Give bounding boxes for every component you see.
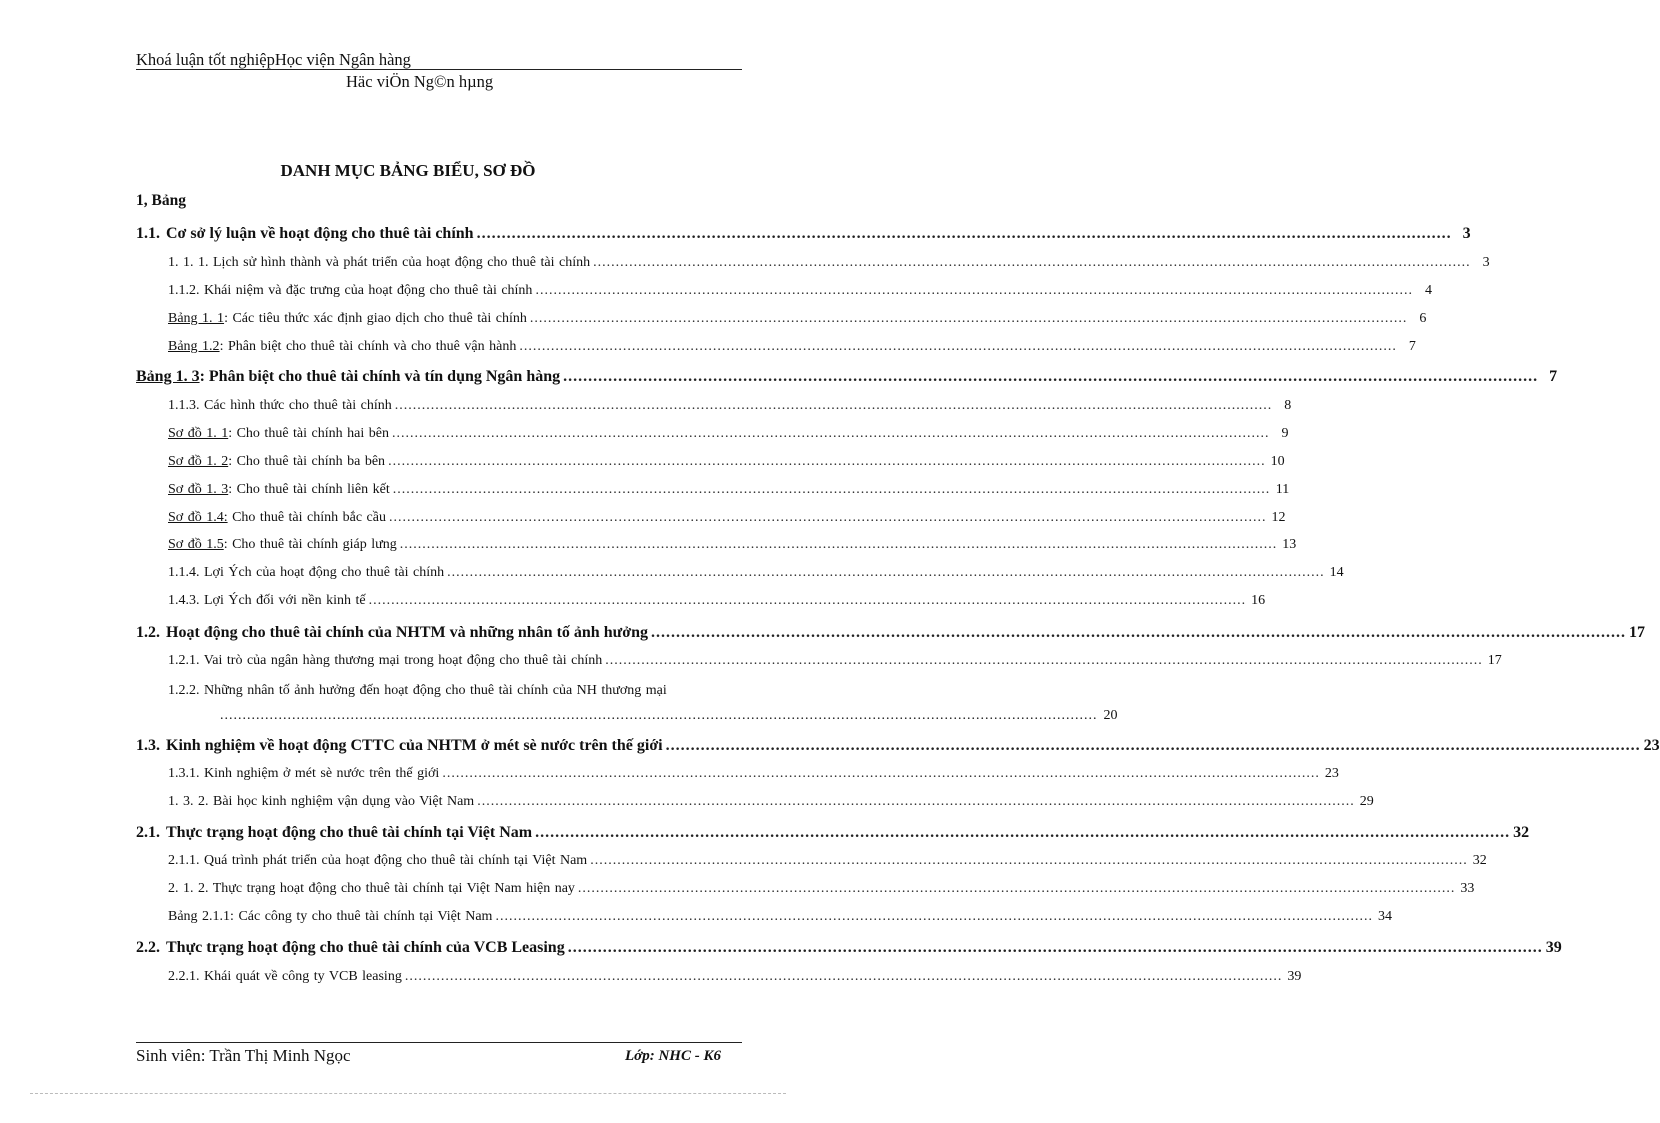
toc-leader: ...................................................................................................................................................................................................: [447, 565, 1325, 580]
toc-label: Bảng 2.1.1: Các công ty cho thuê tài chính tại Việt Nam: [168, 909, 493, 924]
toc-page: 8: [1284, 398, 1292, 413]
toc-page: 9: [1281, 426, 1289, 441]
toc-entry-table[interactable]: [168, 339, 1416, 355]
toc-label: 2.1.1. Quá trình phát triển của hoạt động cho thuê tài chính tại Việt Nam: [168, 853, 588, 868]
toc-leader: ...................................................................................................................................................................................................: [477, 794, 1355, 809]
toc-label: Cơ sở lý luận về hoạt động cho thuê tài chính: [166, 225, 474, 242]
toc-entry[interactable]: [168, 593, 1266, 609]
toc-entry-table[interactable]: [168, 311, 1427, 327]
toc-page: 11: [1275, 482, 1290, 497]
toc-number: 1.1.: [136, 225, 160, 242]
toc-leader: ...................................................................................................................................................................................................: [590, 853, 1468, 868]
toc-page: 23: [1324, 766, 1339, 781]
toc-leader: ...................................................................................................................................................................................................: [368, 593, 1247, 608]
table-ref: Bảng 1. 1: [168, 311, 225, 326]
toc-entry-1-2[interactable]: [136, 624, 1645, 642]
toc-label: Hoạt động cho thuê tài chính của NHTM và những nhân tố ảnh hưởng: [166, 624, 648, 641]
toc-entry-1-1[interactable]: [136, 225, 1471, 243]
toc-entry[interactable]: [168, 794, 1374, 810]
toc-page: 32: [1513, 824, 1530, 841]
diagram-ref: Sơ đồ 1. 3: [168, 482, 229, 497]
toc-page: 7: [1408, 339, 1416, 354]
toc-entry[interactable]: [168, 881, 1475, 897]
toc-entry-diagram[interactable]: [168, 426, 1289, 442]
toc-page: 23: [1643, 737, 1660, 754]
header-subtitle: Häc viÖn Ng©n hµng: [346, 72, 494, 91]
toc-label: 1.2.1. Vai trò của ngân hàng thương mại trong hoạt động cho thuê tài chính: [168, 653, 603, 668]
toc-leader: ...................................................................................................................................................................................................: [394, 398, 1273, 413]
toc-label: : Cho thuê tài chính ba bên: [228, 454, 386, 469]
toc-entry-diagram[interactable]: [168, 537, 1297, 553]
table-ref: Bảng 1.2: [168, 339, 220, 354]
header-title: Khoá luận tốt nghiệpHọc viện Ngân hàng: [136, 50, 411, 69]
toc-entry[interactable]: [168, 653, 1502, 669]
toc-page: 39: [1545, 939, 1562, 956]
toc-leader: ...................................................................................................................................................................................................: [519, 339, 1397, 354]
toc-leader: ...................................................................................................................................................................................................: [476, 225, 1452, 242]
toc-page: 16: [1251, 593, 1266, 608]
toc-leader: ...................................................................................................................................................................................................: [220, 708, 1098, 723]
toc-page: 20: [1103, 708, 1118, 723]
toc-number: 1.2.: [136, 624, 160, 641]
toc-label: Kinh nghiệm về hoạt động CTTC của NHTM ở mét sè nước trên thế giới: [166, 737, 663, 754]
toc-leader: ...................................................................................................................................................................................................: [535, 824, 1511, 841]
toc-entry[interactable]: [168, 909, 1392, 925]
toc-page: 3: [1482, 255, 1490, 270]
toc-number: 2.1.: [136, 824, 160, 841]
toc-label: 2. 1. 2. Thực trạng hoạt động cho thuê tài chính tại Việt Nam hiện nay: [168, 881, 575, 896]
toc-entry[interactable]: [168, 969, 1302, 985]
toc-page: 10: [1270, 454, 1285, 469]
toc-leader: ...................................................................................................................................................................................................: [593, 255, 1471, 270]
toc-entry-table-bold[interactable]: [136, 368, 1558, 386]
toc-leader: ...................................................................................................................................................................................................: [650, 624, 1626, 641]
toc-label: 1.4.3. Lợi Ých đối với nền kinh tế: [168, 593, 366, 608]
toc-entry[interactable]: [168, 766, 1339, 782]
toc-leader: ...................................................................................................................................................................................................: [389, 510, 1267, 525]
toc-entry-diagram[interactable]: [168, 510, 1286, 526]
toc-entry[interactable]: [168, 565, 1344, 581]
footer-student: Sinh viên: Trần Thị Minh Ngọc: [136, 1046, 351, 1065]
page-title: DANH MỤC BẢNG BIỂU, SƠ ĐỒ: [280, 161, 536, 180]
toc-label: 1.1.2. Khái niệm và đặc trưng của hoạt động cho thuê tài chính: [168, 283, 533, 298]
toc-label: 1.1.4. Lợi Ých của hoạt động cho thuê tài chính: [168, 565, 445, 580]
toc-label: 1.3.1. Kinh nghiệm ở mét sè nước trên thế giới: [168, 766, 440, 781]
toc-entry-diagram[interactable]: [168, 482, 1290, 498]
toc-entry[interactable]: [168, 398, 1292, 414]
toc-label: Cho thuê tài chính bắc cầu: [227, 510, 386, 525]
toc-label: : Cho thuê tài chính giáp lưng: [223, 537, 397, 552]
footer-class: Lớp: NHC - K6: [625, 1048, 721, 1064]
toc-page: 17: [1628, 624, 1645, 641]
toc-entry[interactable]: [168, 283, 1432, 299]
toc-entry-2-1[interactable]: [136, 824, 1530, 842]
toc-label: 1. 3. 2. Bài học kinh nghiệm vận dụng vào Việt Nam: [168, 794, 475, 809]
toc-leader: ...................................................................................................................................................................................................: [399, 537, 1278, 552]
toc-leader: ...................................................................................................................................................................................................: [577, 881, 1456, 896]
diagram-ref: Sơ đồ 1. 1: [168, 426, 229, 441]
toc-leader: ...................................................................................................................................................................................................: [665, 737, 1641, 754]
toc-page: 6: [1419, 311, 1427, 326]
toc-entry-diagram[interactable]: [168, 454, 1285, 470]
toc-label: : Phân biệt cho thuê tài chính và cho thuê vận hành: [219, 339, 517, 354]
toc-label: Thực trạng hoạt động cho thuê tài chính của VCB Leasing: [166, 939, 565, 956]
toc-leader: ...................................................................................................................................................................................................: [442, 766, 1320, 781]
toc-label: 1.1.3. Các hình thức cho thuê tài chính: [168, 398, 392, 413]
toc-leader: ...................................................................................................................................................................................................: [535, 283, 1413, 298]
toc-entry-1-3[interactable]: [136, 737, 1660, 755]
toc-label: 1. 1. 1. Lịch sử hình thành và phát triển của hoạt động cho thuê tài chính: [168, 255, 591, 270]
toc-number: 2.2.: [136, 939, 160, 956]
diagram-ref: Sơ đồ 1.5: [168, 537, 224, 552]
toc-leader: ...................................................................................................................................................................................................: [563, 368, 1539, 385]
toc-label: : Các tiêu thức xác định giao dịch cho thuê tài chính: [224, 311, 527, 326]
toc-entry[interactable]: [168, 853, 1487, 869]
toc-entry-wrapped-line[interactable]: [220, 708, 1118, 724]
toc-page: 3: [1462, 225, 1471, 242]
toc-leader: ...................................................................................................................................................................................................: [529, 311, 1408, 326]
toc-entry-2-2[interactable]: [136, 939, 1562, 957]
toc-leader: ...................................................................................................................................................................................................: [567, 939, 1543, 956]
footer-rule: [136, 1042, 742, 1043]
toc-page: 12: [1271, 510, 1286, 525]
section-label: 1, Bảng: [136, 192, 186, 209]
toc-entry[interactable]: [168, 255, 1490, 271]
toc-leader: ...................................................................................................................................................................................................: [404, 969, 1283, 984]
toc-label: : Cho thuê tài chính liên kết: [228, 482, 390, 497]
table-ref: Bảng 1. 3: [136, 368, 200, 385]
toc-page: 4: [1424, 283, 1432, 298]
toc-label: Thực trạng hoạt động cho thuê tài chính tại Việt Nam: [166, 824, 533, 841]
toc-page: 14: [1329, 565, 1344, 580]
toc-page: 7: [1549, 368, 1558, 385]
toc-page: 34: [1377, 909, 1392, 924]
toc-label: : Phân biệt cho thuê tài chính và tín dụng Ngân hàng: [199, 368, 561, 385]
toc-entry-wrapped-label[interactable]: 1.2.2. Những nhân tố ảnh hưởng đến hoạt động cho thuê tài chính của NH thương mại: [168, 683, 667, 698]
toc-page: 39: [1287, 969, 1302, 984]
toc-page: 13: [1282, 537, 1297, 552]
toc-page: 32: [1472, 853, 1487, 868]
page-break-line: [30, 1093, 786, 1094]
toc-label: 2.2.1. Khái quát về công ty VCB leasing: [168, 969, 402, 984]
toc-leader: ...................................................................................................................................................................................................: [392, 482, 1271, 497]
header-rule: [136, 69, 742, 70]
toc-leader: ...................................................................................................................................................................................................: [391, 426, 1270, 441]
toc-page: 33: [1460, 881, 1475, 896]
diagram-ref: Sơ đồ 1. 2: [168, 454, 229, 469]
toc-leader: ...................................................................................................................................................................................................: [388, 454, 1266, 469]
toc-label: : Cho thuê tài chính hai bên: [228, 426, 389, 441]
toc-leader: ...................................................................................................................................................................................................: [495, 909, 1373, 924]
toc-leader: ...................................................................................................................................................................................................: [605, 653, 1483, 668]
diagram-ref: Sơ đồ 1.4:: [168, 510, 228, 525]
toc-number: 1.3.: [136, 737, 160, 754]
toc-page: 29: [1359, 794, 1374, 809]
toc-page: 17: [1487, 653, 1502, 668]
